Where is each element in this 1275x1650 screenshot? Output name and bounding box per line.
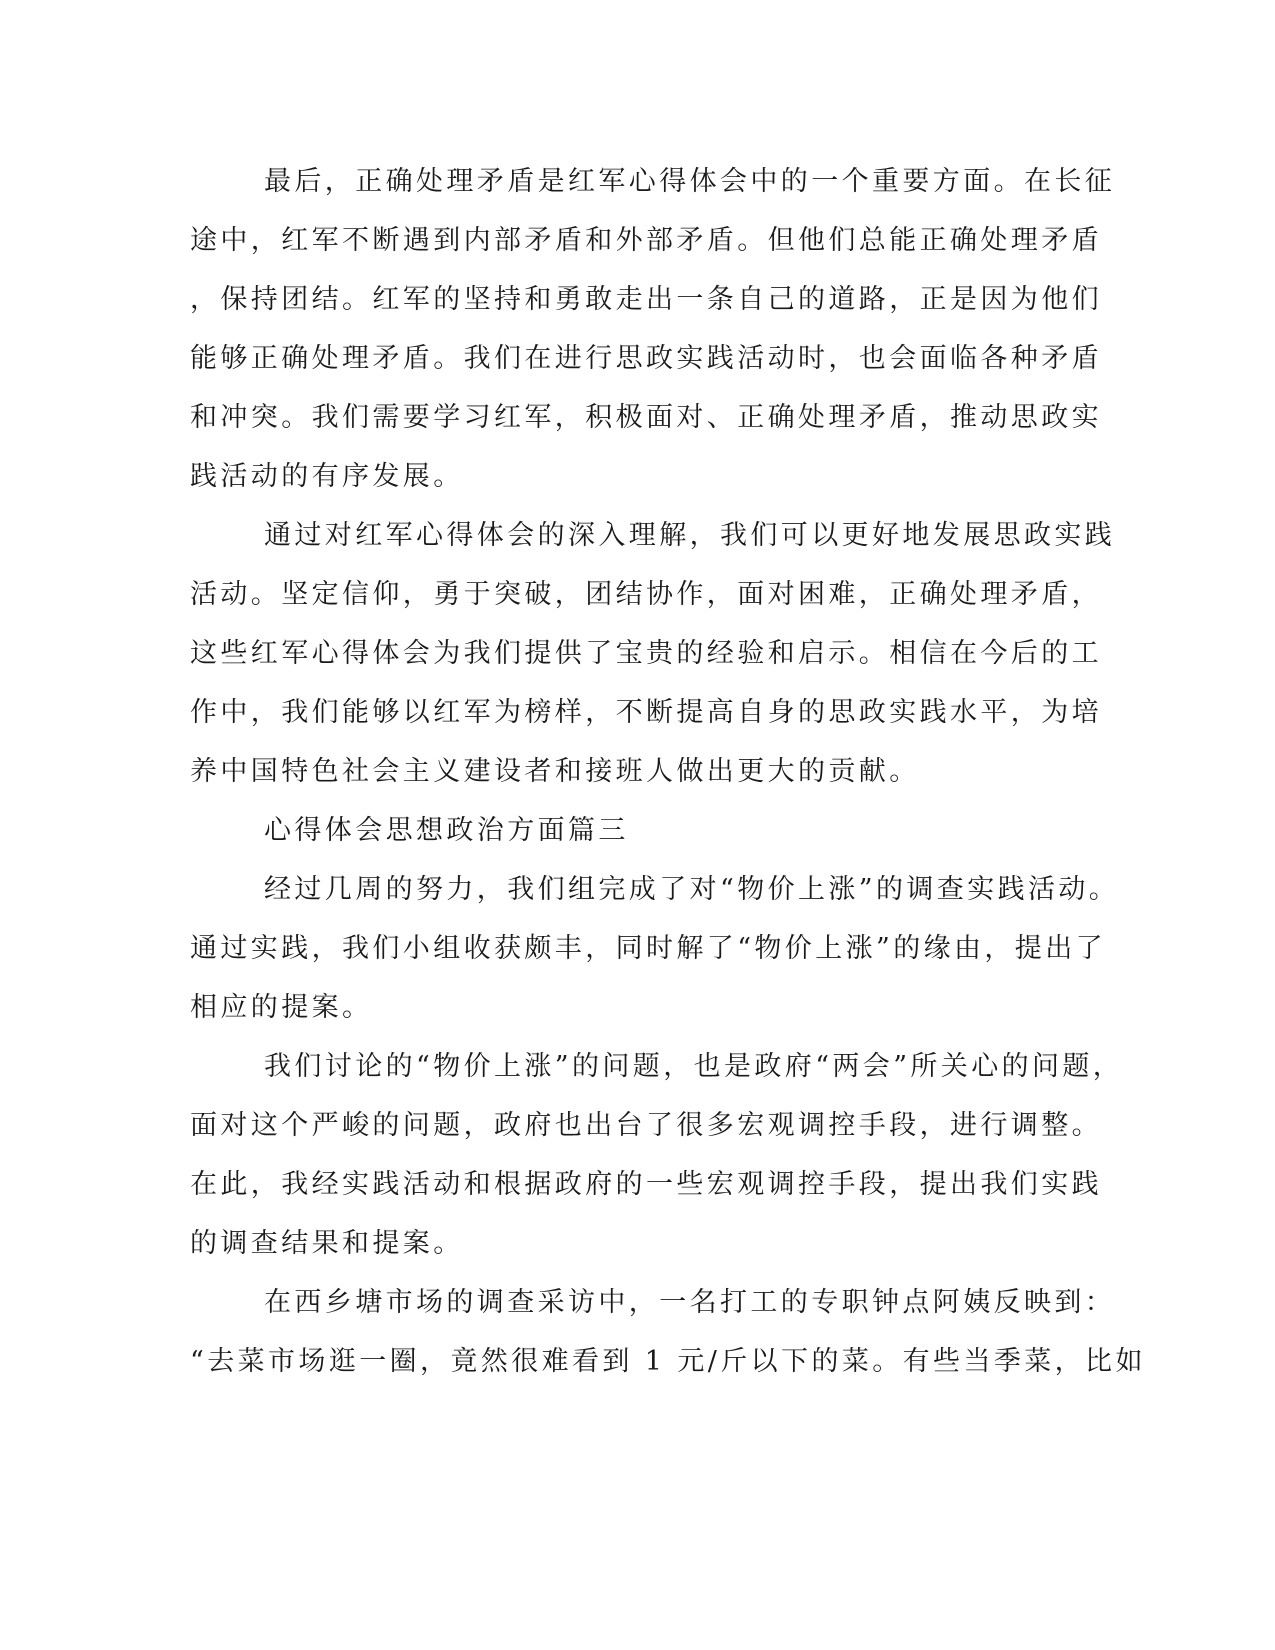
paragraph-line: 活动。坚定信仰，勇于突破，团结协作，面对困难，正确处理矛盾，	[190, 579, 1102, 610]
paragraph-line: ，保持团结。红军的坚持和勇敢走出一条自己的道路，正是因为他们	[190, 284, 1102, 315]
paragraph-line: 践活动的有序发展。	[190, 461, 464, 492]
paragraph-line: 作中，我们能够以红军为榜样，不断提高自身的思政实践水平，为培	[190, 697, 1102, 728]
paragraph-line: 在此，我经实践活动和根据政府的一些宏观调控手段，提出我们实践	[190, 1169, 1102, 1200]
paragraph-line: 通过对红军心得体会的深入理解，我们可以更好地发展思政实践	[264, 520, 1116, 551]
paragraph-line: 在西乡塘市场的调查采访中，一名打工的专职钟点阿姨反映到：	[264, 1287, 1116, 1318]
paragraph-line: “去菜市场逛一圈，竟然很难看到 1 元/斤以下的菜。有些当季菜，比如	[190, 1346, 1146, 1377]
paragraph-line: 最后，正确处理矛盾是红军心得体会中的一个重要方面。在长征	[264, 166, 1116, 197]
paragraph-line: 途中，红军不断遇到内部矛盾和外部矛盾。但他们总能正确处理矛盾	[190, 225, 1102, 256]
paragraph-line: 相应的提案。	[190, 992, 373, 1023]
section-heading: 心得体会思想政治方面篇三	[264, 815, 629, 846]
paragraph-line: 通过实践，我们小组收获颇丰，同时解了“物价上涨”的缘由，提出了	[190, 933, 1107, 964]
paragraph-line: 能够正确处理矛盾。我们在进行思政实践活动时，也会面临各种矛盾	[190, 343, 1102, 374]
paragraph-line: 的调查结果和提案。	[190, 1228, 464, 1259]
paragraph-line: 这些红军心得体会为我们提供了宝贵的经验和启示。相信在今后的工	[190, 638, 1102, 669]
paragraph-line: 和冲突。我们需要学习红军，积极面对、正确处理矛盾，推动思政实	[190, 402, 1102, 433]
paragraph-line: 我们讨论的“物价上涨”的问题，也是政府“两会”所关心的问题，	[264, 1051, 1124, 1082]
paragraph-line: 养中国特色社会主义建设者和接班人做出更大的贡献。	[190, 756, 920, 787]
paragraph-line: 面对这个严峻的问题，政府也出台了很多宏观调控手段，进行调整。	[190, 1110, 1102, 1141]
paragraph-line: 经过几周的努力，我们组完成了对“物价上涨”的调查实践活动。	[264, 874, 1120, 905]
